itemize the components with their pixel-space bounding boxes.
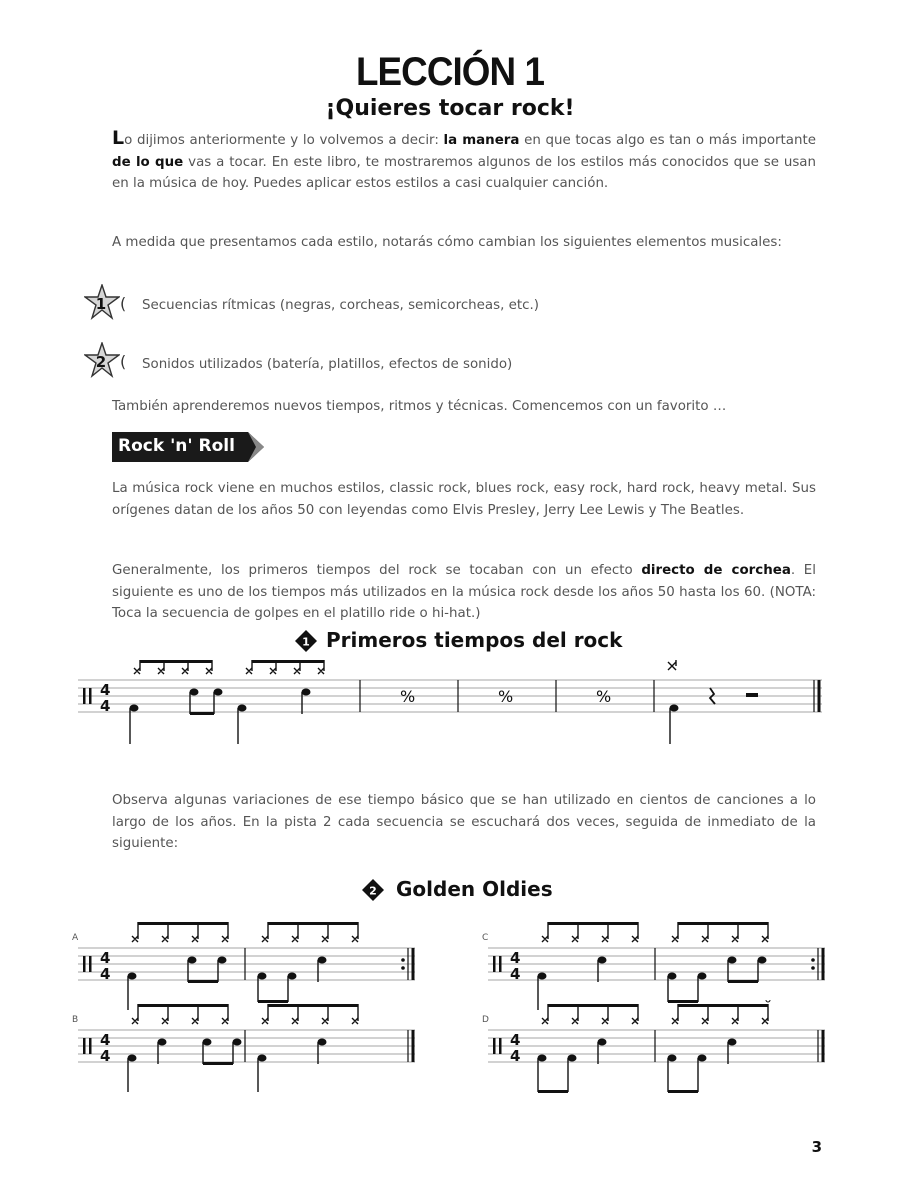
lesson-title: LECCIÓN 1 [355, 50, 544, 94]
svg-text:D: D [482, 1015, 489, 1025]
svg-text:C: C [482, 933, 489, 943]
example-2-number-icon [362, 879, 384, 901]
svg-text:4: 4 [510, 949, 521, 967]
svg-text:4: 4 [100, 1031, 111, 1049]
svg-text:4: 4 [510, 965, 521, 983]
example-1-number-icon [295, 630, 317, 652]
svg-text:4: 4 [100, 697, 111, 715]
svg-text:4: 4 [100, 1047, 111, 1065]
list-item-sounds: Sonidos utilizados (batería, platillos, efectos de sonido) [142, 357, 513, 372]
svg-text:A: A [72, 933, 79, 943]
variations-paragraph: Observa algunas variaciones de ese tiempo básico que se han utilizado en cientos de canciones a lo largo de los años. En la pista 2 cada secuencia se escuchará dos veces, seguida de inmediato de la siguiente: [112, 793, 816, 851]
star-number-1-icon [84, 284, 120, 320]
groove-b-notation [70, 1000, 420, 1100]
svg-text:4: 4 [100, 681, 111, 699]
list-item-rhythm: Secuencias rítmicas (negras, corcheas, semicorcheas, etc.) [142, 298, 539, 313]
rock-styles-paragraph: La música rock viene en muchos estilos, classic rock, blues rock, easy rock, hard rock, heavy metal. Sus orígenes datan de los años 50 con leyendas como Elvis Presley, Jerry Lee Lewis y The Beatles. [112, 481, 816, 518]
svg-text:2: 2 [95, 353, 107, 371]
straight-eighths-paragraph: Generalmente, los primeros tiempos del rock se tocaban con un efecto directo de corchea. El siguiente es uno de los tiempos más utilizados en la música rock desde los años 50 hasta los 60. (NOTA: Toca la secuencia de golpes en el platillo ride o hi-hat.) [112, 563, 816, 621]
svg-text:4: 4 [510, 1047, 521, 1065]
intro-paragraph: Lo dijimos anteriormente y lo volvemos a decir: la manera en que tocas algo es tan o más importante de lo que vas a tocar. En este libro, te mostraremos algunos de los estilos más conocidos que se usan en la música de hoy. Puedes aplicar estos estilos a casi cualquier canción. [112, 127, 817, 191]
lesson-subtitle: ¡Quieres tocar rock! [325, 96, 575, 121]
svg-text:1: 1 [302, 635, 310, 649]
new-techniques-paragraph: También aprenderemos nuevos tiempos, ritmos y técnicas. Comencemos con un favorito … [112, 399, 727, 414]
svg-text:%: % [400, 687, 416, 706]
section-badge-rock-n-roll: Rock 'n' Roll [118, 436, 235, 456]
example-1-notation [70, 660, 830, 750]
svg-text:B: B [72, 1015, 79, 1025]
svg-text:4: 4 [100, 949, 111, 967]
groove-d-notation [480, 1000, 830, 1100]
drop-cap: L [112, 127, 125, 149]
example-1-title: Primeros tiempos del rock [326, 628, 623, 652]
svg-text:4: 4 [510, 1031, 521, 1049]
star-number-2-icon [84, 342, 120, 378]
svg-text:%: % [498, 687, 514, 706]
svg-text:1: 1 [95, 295, 107, 313]
example-2-title: Golden Oldies [396, 877, 553, 901]
elements-paragraph: A medida que presentamos cada estilo, notarás cómo cambian los siguientes elementos musicales: [112, 235, 782, 250]
svg-text:%: % [596, 687, 612, 706]
svg-text:2: 2 [369, 884, 377, 898]
page-number: 3 [811, 1138, 822, 1156]
svg-text:4: 4 [100, 965, 111, 983]
